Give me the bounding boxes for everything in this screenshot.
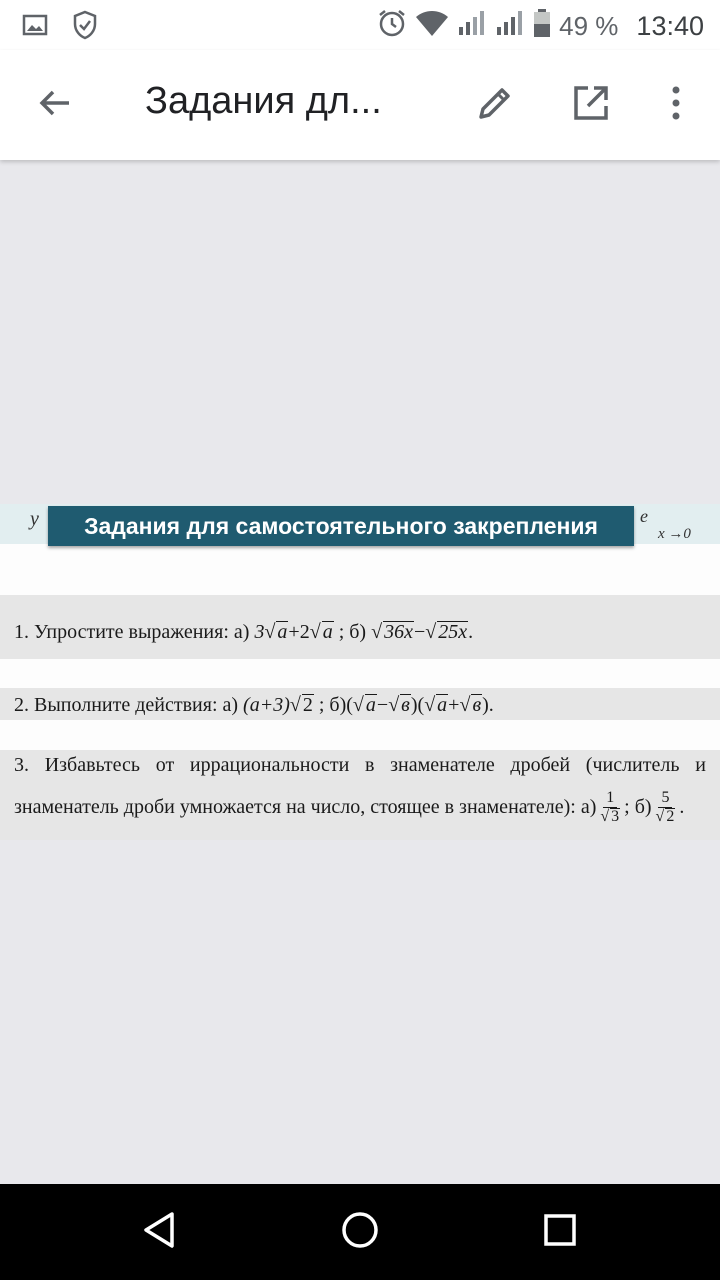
more-options-button[interactable] (656, 80, 696, 130)
wifi-icon (415, 9, 449, 44)
task-1-lead: 1. Упростите выражения: а) (14, 621, 250, 643)
task-2-a-expression: (a+3)√ 2 (243, 694, 313, 716)
edit-button[interactable] (470, 80, 520, 130)
arrow-back-icon (37, 85, 73, 126)
signal-icon (457, 9, 487, 44)
task-2-b-expression: √ a−√ в)(√ a+√ в). (352, 694, 494, 716)
fraction-2: $\frac{5}{√ 2}$ (655, 789, 675, 825)
task-1-separator: ; б) (338, 621, 367, 643)
decoration-left: y (30, 508, 39, 530)
navigation-bar (0, 1184, 720, 1280)
battery-percent: 49 % (559, 11, 619, 41)
decoration-right: e (640, 506, 648, 526)
task-3 (0, 750, 720, 840)
decoration-right-formula: x →0 (658, 526, 691, 542)
open-external-icon (572, 84, 610, 127)
more-vert-icon (671, 86, 681, 125)
document-banner: Задания для самостоятельного закрепления (48, 506, 634, 546)
task-3-line-1: 3. Избавьтесь от иррациональности в знаменателе дробей (числитель и (14, 754, 706, 776)
clock-time: 13:40 (636, 11, 704, 41)
open-external-button[interactable] (566, 80, 616, 130)
nav-recents-button[interactable] (538, 1210, 582, 1254)
task-3-line-2: знаменатель дроби умножается на число, стоящее в знаменателе): а) $\frac{1}{√ 3}$ ; б) $\frac{5}{√ 2}$ . (14, 789, 685, 825)
pencil-icon (476, 84, 514, 127)
shield-check-icon (72, 10, 98, 45)
status-bar (0, 0, 720, 50)
task-1 (0, 595, 720, 659)
app-bar (0, 50, 720, 160)
task-2 (0, 688, 720, 720)
battery-icon (533, 8, 551, 45)
nav-back-button[interactable] (138, 1210, 182, 1254)
back-button[interactable] (30, 80, 80, 130)
page-title: Задания дл... (145, 80, 382, 122)
document-image[interactable] (0, 504, 720, 840)
task-1-a-expression: 3√ a+2√ a (254, 621, 333, 643)
nav-home-icon (340, 1210, 380, 1255)
signal-icon (495, 9, 525, 44)
alarm-icon (377, 8, 407, 45)
task-2-separator: ; б)( (318, 694, 353, 716)
task-1-b-expression: √ 36x−√ 25x. (371, 621, 474, 643)
fraction-1: $\frac{1}{√ 3}$ (600, 789, 620, 825)
image-icon (22, 13, 48, 42)
nav-recents-icon (542, 1212, 578, 1253)
nav-home-button[interactable] (338, 1210, 382, 1254)
task-2-lead: 2. Выполните действия: а) (14, 694, 239, 716)
nav-back-icon (140, 1210, 180, 1255)
